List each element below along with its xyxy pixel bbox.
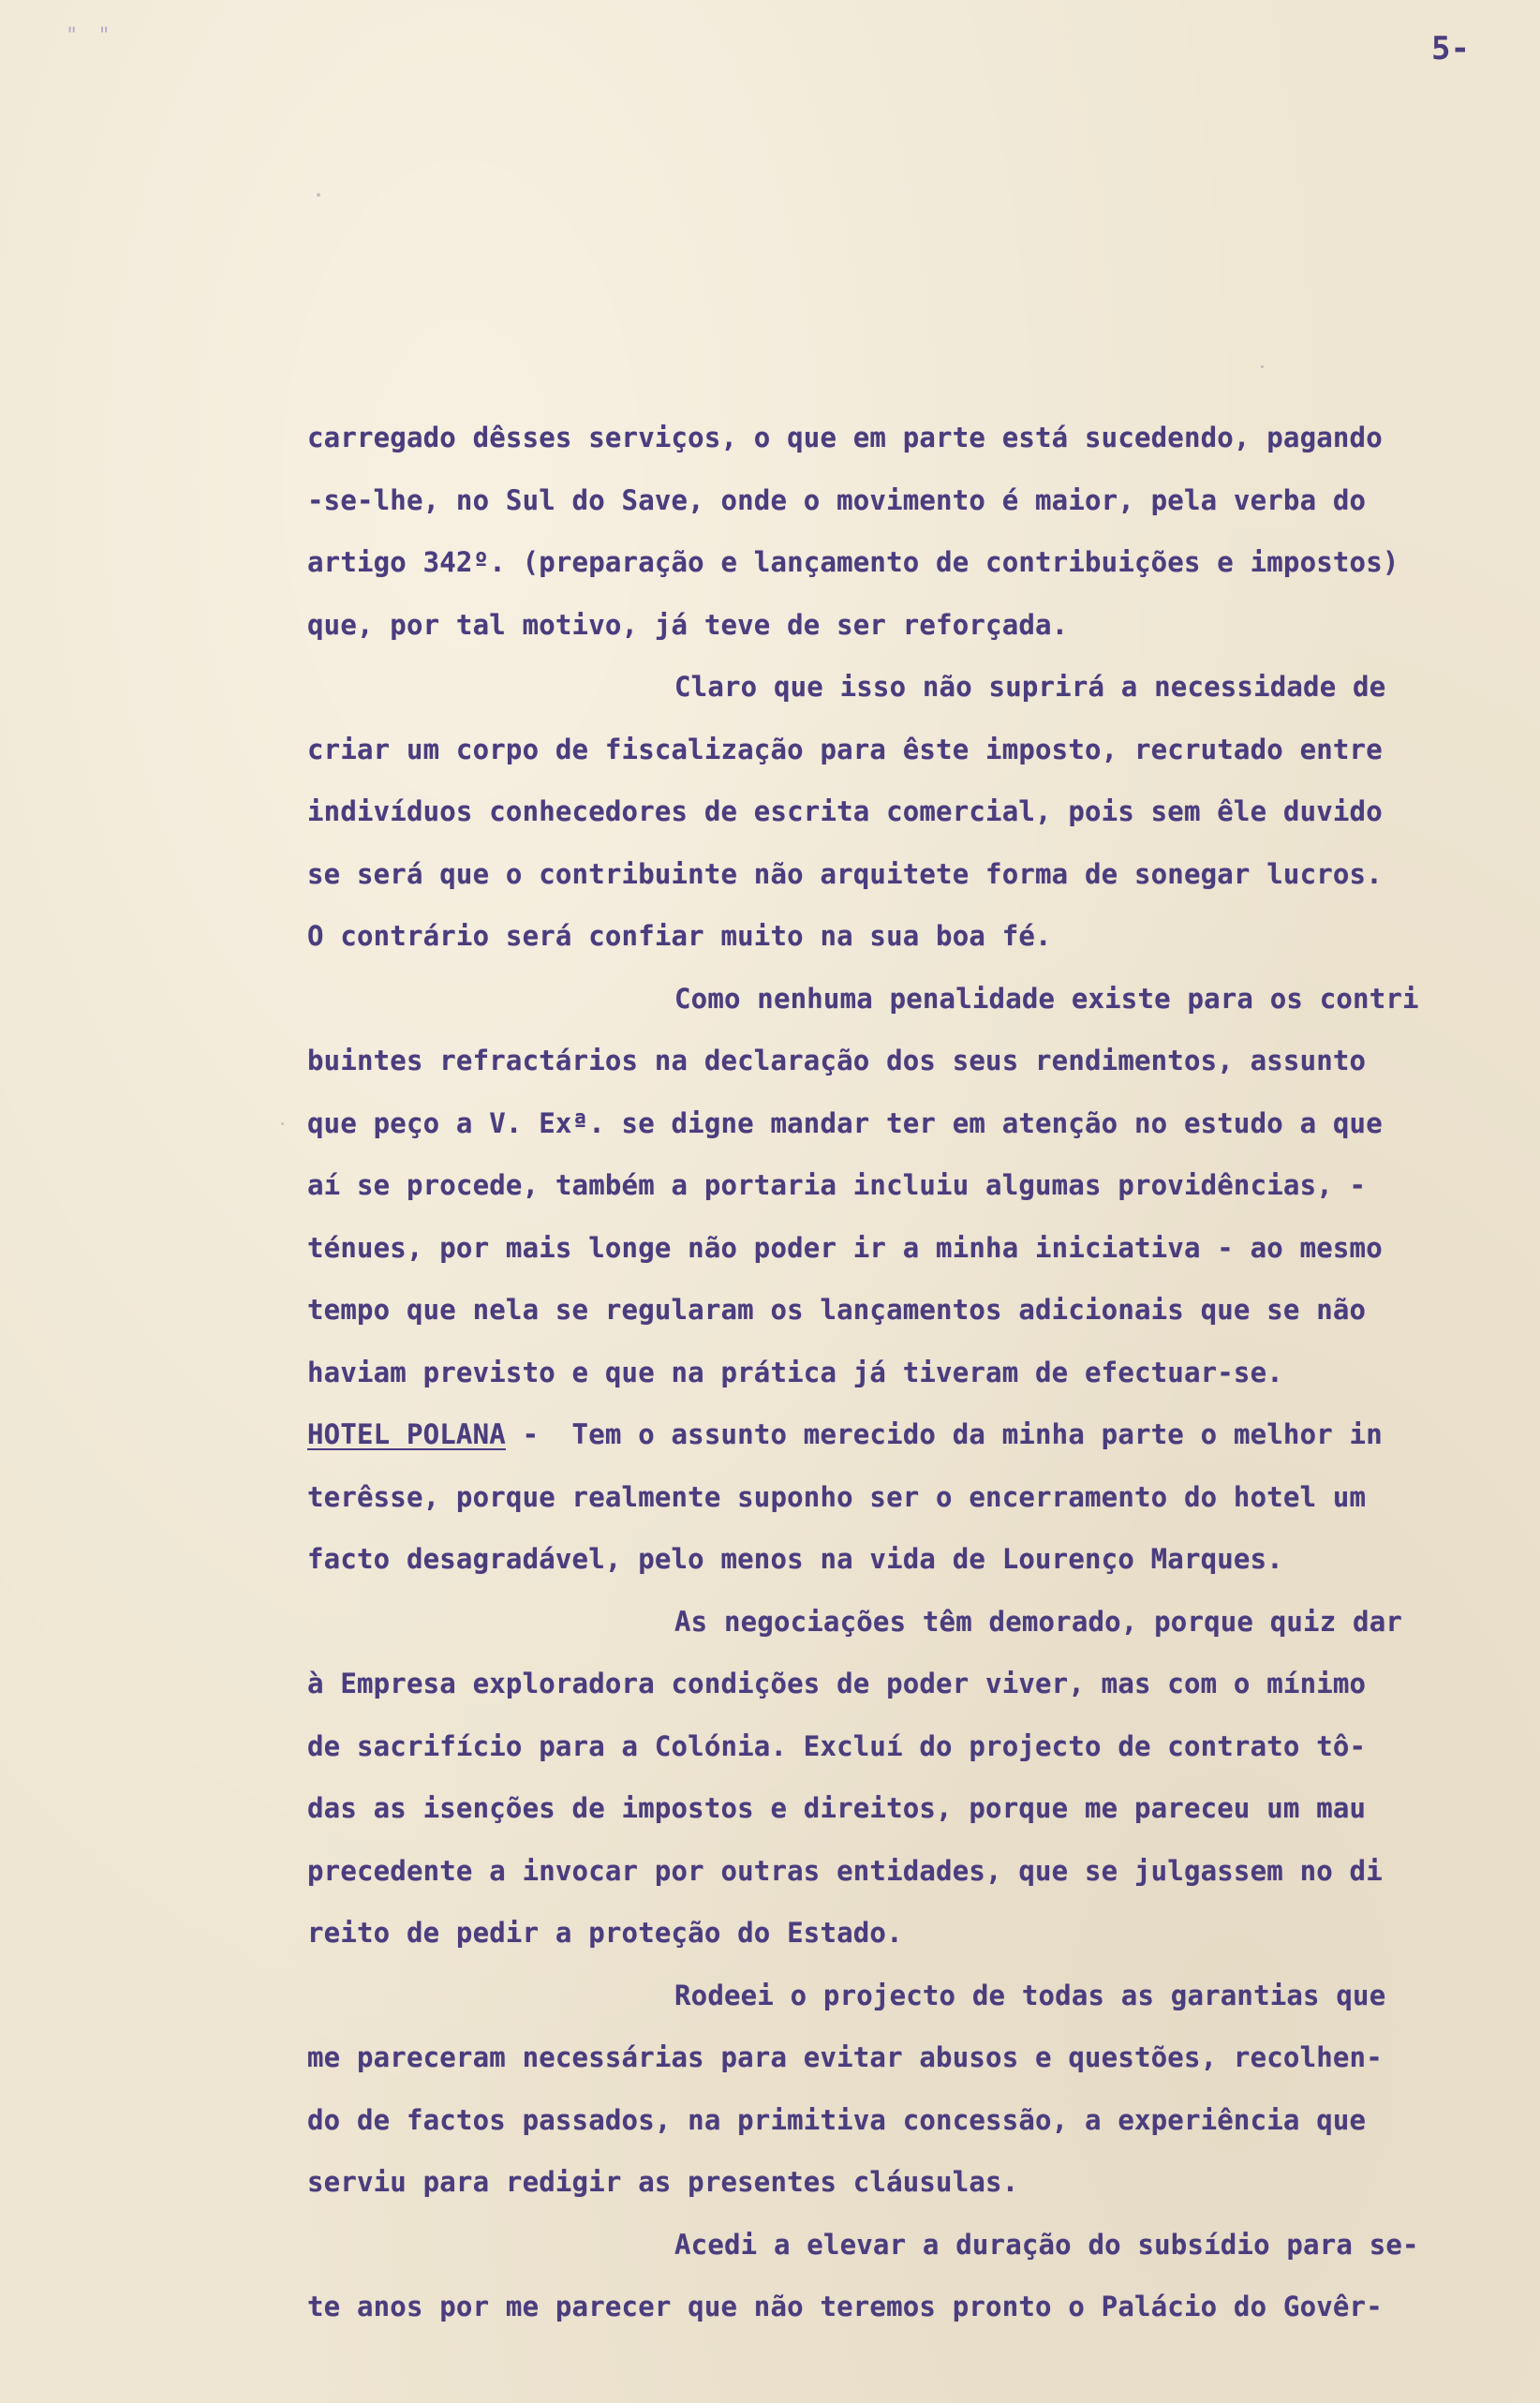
ink-spot — [1261, 365, 1264, 368]
text-line: Rodeei o projecto de todas as garantias que — [674, 1979, 1386, 2011]
text-line: haviam previsto e que na prática já tiveram de efectuar-se. — [307, 1356, 1283, 1388]
corner-marks: " " — [66, 24, 114, 48]
text-line: - Tem o assunto merecido da minha parte o melhor in — [505, 1418, 1383, 1450]
text-line: se será que o contribuinte não arquitete forma de sonegar lucros. — [307, 857, 1383, 890]
text-line: me pareceram necessárias para evitar abusos e questões, recolhen- — [307, 2041, 1383, 2073]
text-line: As negociações têm demorado, porque quiz dar — [674, 1605, 1403, 1638]
hotel-heading-line — [307, 1403, 1525, 1466]
text-line: artigo 342º. (preparação e lançamento de contribuições e impostos) — [307, 546, 1399, 578]
ink-spot — [281, 1122, 284, 1125]
text-line: carregado dêsses serviços, o que em parte está sucedendo, pagando — [307, 422, 1383, 453]
text-line: precedente a invocar por outras entidades, que se julgassem no di — [307, 1854, 1383, 1887]
text-line: do de factos passados, na primitiva concessão, a experiência que — [307, 2103, 1367, 2136]
text-line: Acedi a elevar a duração do subsídio para se- — [674, 2228, 1419, 2261]
ink-spot — [317, 193, 320, 197]
section-heading: HOTEL POLANA — [307, 1418, 506, 1450]
document-body — [307, 407, 1525, 2338]
text-line: indivíduos conhecedores de escrita comercial, pois sem êle duvido — [307, 795, 1383, 827]
text-line: reito de pedir a proteção do Estado. — [307, 1917, 903, 1949]
text-line: terêsse, porque realmente suponho ser o encerramento do hotel um — [307, 1480, 1367, 1513]
text-line: facto desagradável, pelo menos na vida de Lourenço Marques. — [307, 1543, 1283, 1575]
text-line: aí se procede, também a portaria incluiu algumas providências, - — [307, 1169, 1367, 1201]
text-line: te anos por me parecer que não teremos pronto o Palácio do Govêr- — [307, 2291, 1383, 2322]
text-line: ténues, por mais longe não poder ir a minha iniciativa - ao mesmo — [307, 1231, 1383, 1264]
text-line: à Empresa exploradora condições de poder viver, mas com o mínimo — [307, 1668, 1367, 1699]
text-line: Como nenhuma penalidade existe para os contri — [674, 982, 1419, 1015]
text-line: que peço a V. Exª. se digne mandar ter em atenção no estudo a que — [307, 1106, 1383, 1139]
text-line: das as isenções de impostos e direitos, porque me pareceu um mau — [307, 1792, 1367, 1824]
page-number: 5- — [1431, 30, 1470, 67]
text-line: -se-lhe, no Sul do Save, onde o movimento é maior, pela verba do — [307, 483, 1367, 516]
text-line: serviu para redigir as presentes cláusulas. — [307, 2166, 1019, 2198]
text-line: que, por tal motivo, já teve de ser reforçada. — [307, 608, 1069, 641]
text-line: criar um corpo de fiscalização para êste imposto, recrutado entre — [307, 733, 1383, 765]
text-line: tempo que nela se regularam os lançamentos adicionais que se não — [307, 1294, 1367, 1326]
text-line: de sacrifício para a Colónia. Excluí do projecto de contrato tô- — [307, 1729, 1367, 1762]
text-line: buintes refractários na declaração dos seus rendimentos, assunto — [307, 1045, 1367, 1076]
text-line: Claro que isso não suprirá a necessidade de — [674, 671, 1386, 703]
text-line: O contrário será confiar muito na sua boa fé. — [307, 920, 1052, 952]
